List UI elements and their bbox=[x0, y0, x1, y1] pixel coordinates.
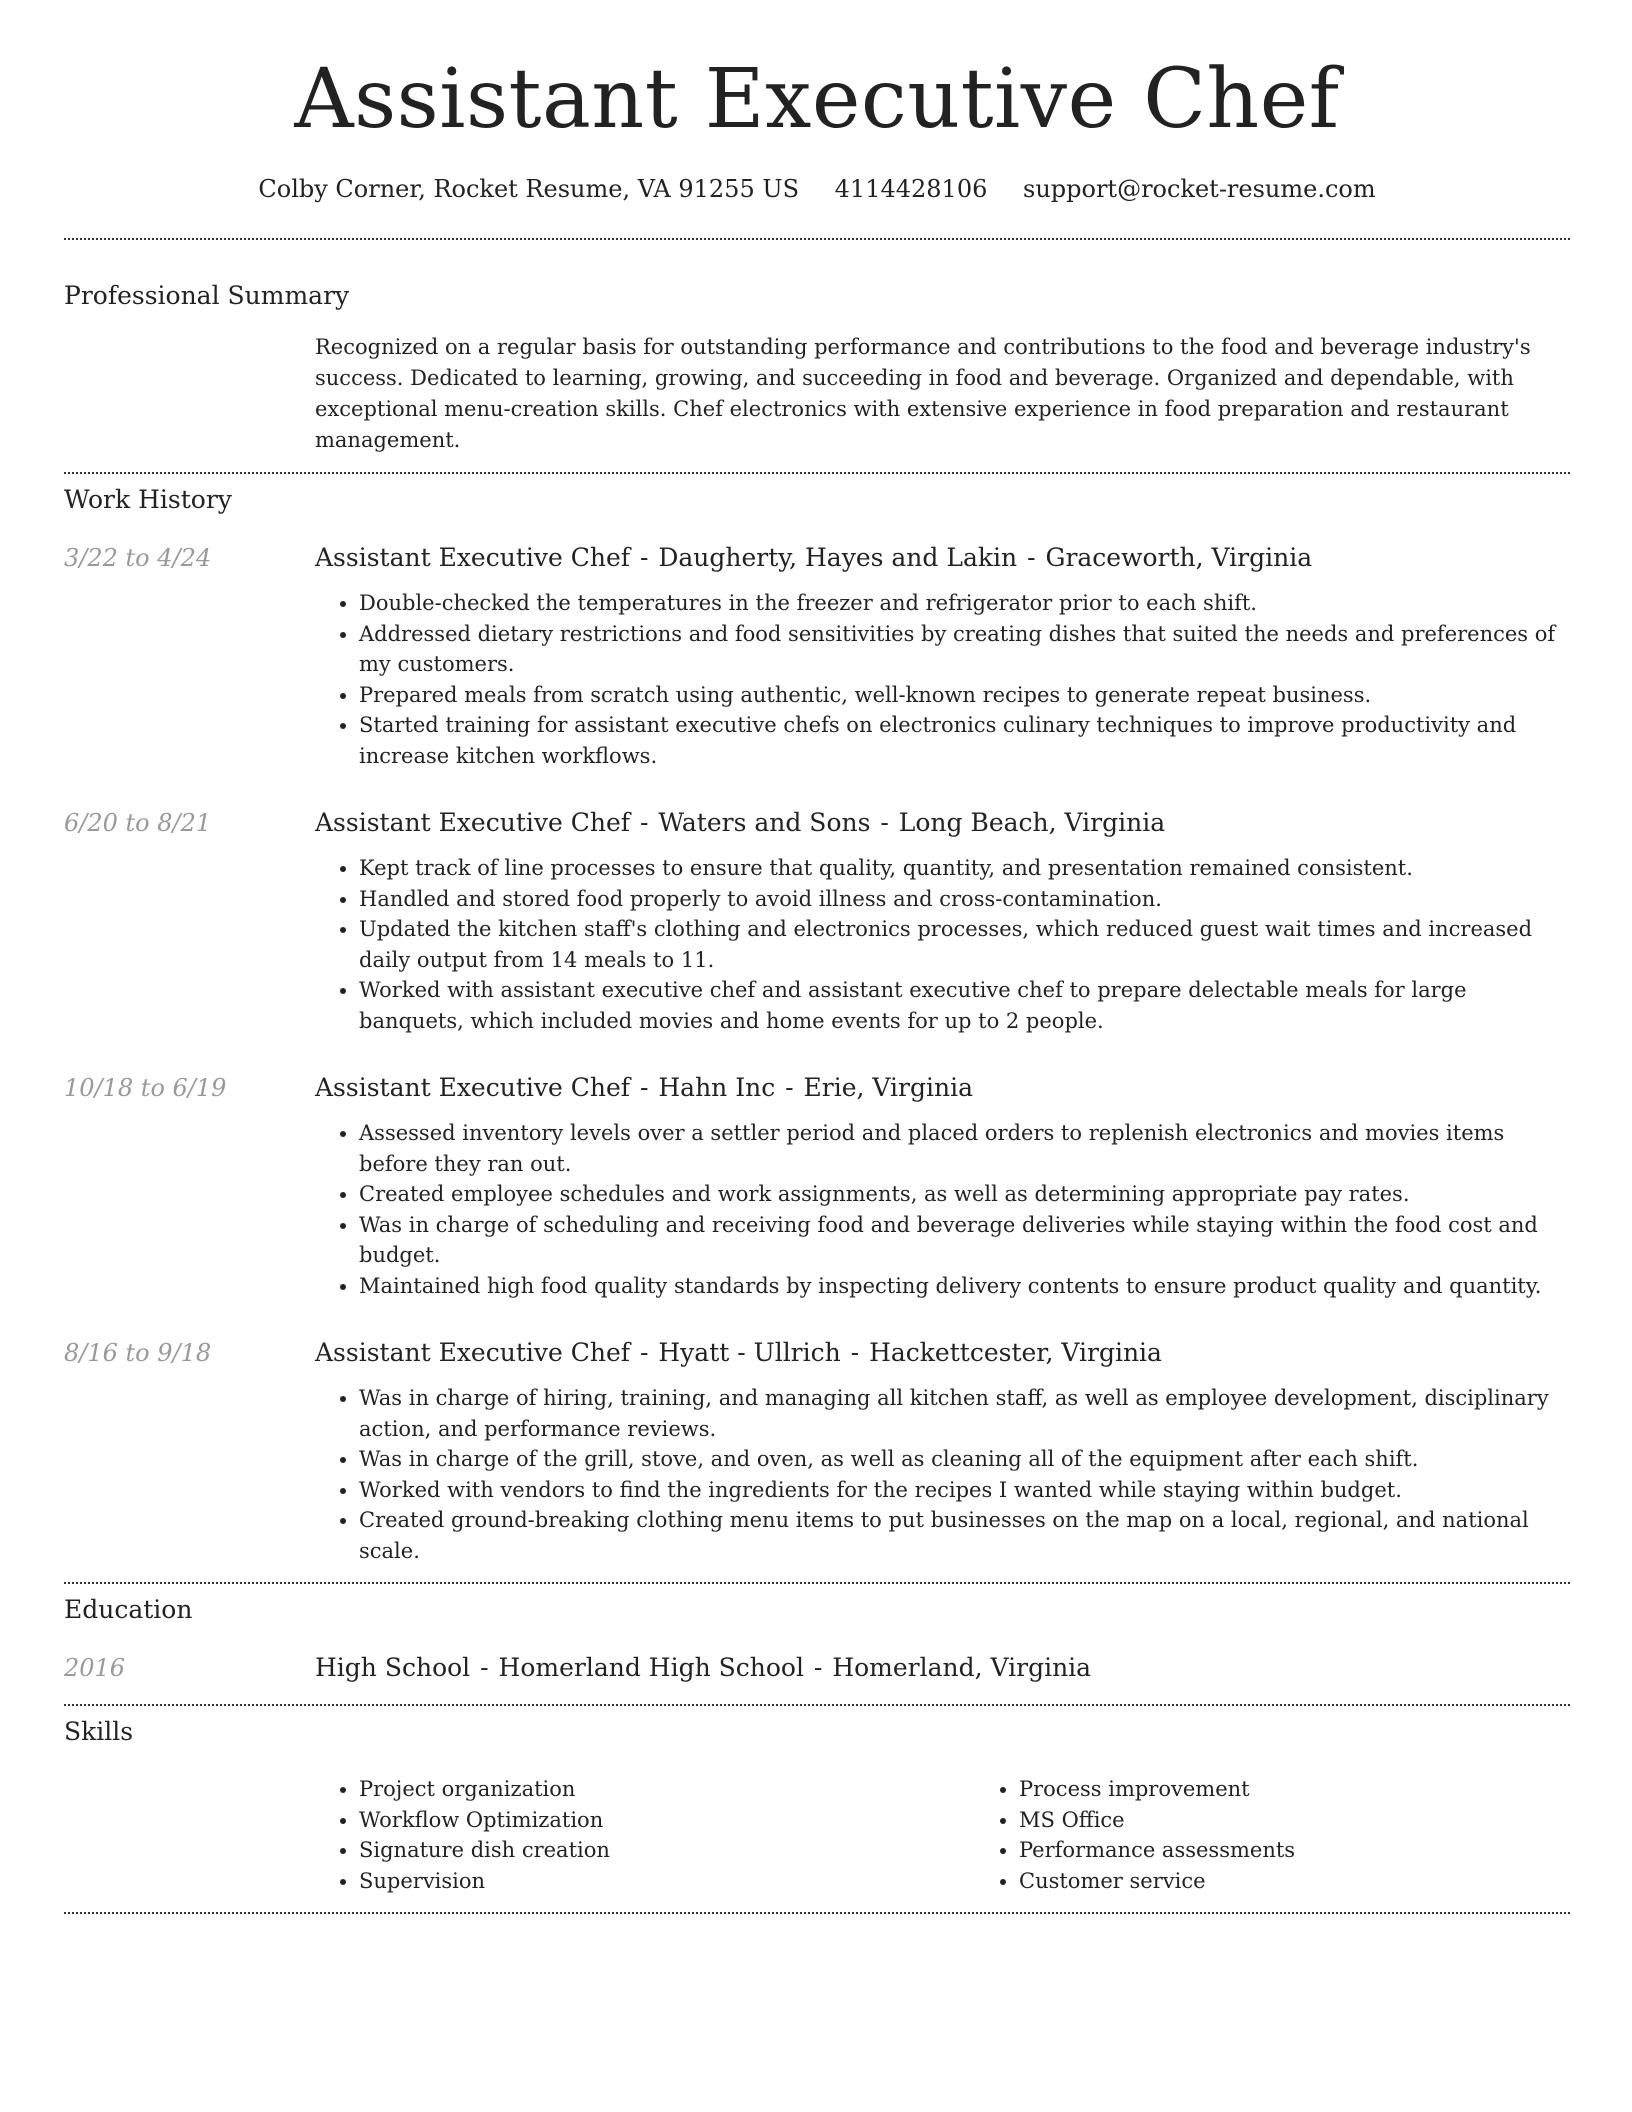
job-heading bbox=[315, 1072, 1570, 1104]
contact-line bbox=[64, 174, 1570, 204]
skill-item: • Customer service bbox=[1019, 1866, 1632, 1897]
skill-item: • Performance assessments bbox=[1019, 1835, 1632, 1866]
education-year: 2016 bbox=[64, 1654, 126, 1682]
job-bullets bbox=[315, 1118, 1570, 1301]
job-bullet: • Created employee schedules and work assignments, as well as determining appropriate pay rates. bbox=[359, 1179, 1570, 1210]
job-location: Graceworth, Virginia bbox=[1045, 543, 1313, 572]
job-dates: 8/16 to 9/18 bbox=[64, 1339, 212, 1367]
section-divider bbox=[64, 472, 1570, 474]
job-bullet: • Handled and stored food properly to avoid illness and cross-contamination. bbox=[359, 884, 1570, 915]
job-entry bbox=[64, 1337, 1570, 1566]
summary-section bbox=[64, 280, 1570, 456]
job-dates: 3/22 to 4/24 bbox=[64, 544, 212, 572]
contact-email: support@rocket-resume.com bbox=[1023, 175, 1376, 203]
section-divider bbox=[64, 1912, 1570, 1914]
job-bullets bbox=[315, 853, 1570, 1036]
education-entry bbox=[64, 1652, 1570, 1684]
skills-spacer bbox=[64, 1774, 315, 1896]
skills-list-right bbox=[975, 1774, 1632, 1896]
job-separator: - bbox=[872, 808, 897, 837]
job-bullet: • Kept track of line processes to ensure that quality, quantity, and presentation remained consistent. bbox=[359, 853, 1570, 884]
job-employer: Waters and Sons bbox=[658, 808, 871, 837]
job-entry bbox=[64, 542, 1570, 771]
skill-item: • Signature dish creation bbox=[359, 1835, 975, 1866]
job-entry bbox=[64, 807, 1570, 1036]
job-bullet: • Maintained high food quality standards by inspecting delivery contents to ensure product quality and quantity. bbox=[359, 1271, 1570, 1302]
summary-title: Professional Summary bbox=[64, 281, 350, 310]
job-dates: 6/20 to 8/21 bbox=[64, 809, 212, 837]
job-bullet: • Was in charge of the grill, stove, and oven, as well as cleaning all of the equipment after each shift. bbox=[359, 1444, 1570, 1475]
contact-phone: 4114428106 bbox=[834, 175, 988, 203]
job-position: Assistant Executive Chef bbox=[315, 808, 631, 837]
work-history-section bbox=[64, 484, 1570, 1566]
job-bullet: • Updated the kitchen staff's clothing and electronics processes, which reduced guest wait times and increased daily output from 14 meals to 11. bbox=[359, 914, 1570, 975]
skills-list-left bbox=[315, 1774, 975, 1896]
summary-text: Recognized on a regular basis for outstanding performance and contributions to the food and beverage industry's success. Dedicated to learning, growing, and succeeding in food and beverage. Organized and dependable, with exceptional menu-creation skills. Chef electronics with extensive experience in food preparation and restaurant management. bbox=[315, 335, 1531, 452]
job-entry bbox=[64, 1072, 1570, 1301]
section-divider bbox=[64, 238, 1570, 240]
job-separator: - bbox=[632, 1073, 657, 1102]
job-separator: - bbox=[1019, 543, 1044, 572]
skill-item: • Process improvement bbox=[1019, 1774, 1632, 1805]
section-divider bbox=[64, 1582, 1570, 1584]
contact-address: Colby Corner, Rocket Resume, VA 91255 US bbox=[258, 175, 800, 203]
job-list bbox=[64, 542, 1570, 1566]
job-location: Erie, Virginia bbox=[803, 1073, 973, 1102]
job-dates: 10/18 to 6/19 bbox=[64, 1074, 227, 1102]
job-location: Long Beach, Virginia bbox=[898, 808, 1166, 837]
job-position: Assistant Executive Chef bbox=[315, 1073, 631, 1102]
skill-item: • Project organization bbox=[359, 1774, 975, 1805]
job-position: Assistant Executive Chef bbox=[315, 543, 631, 572]
education-title: Education bbox=[64, 1595, 193, 1624]
section-divider bbox=[64, 1704, 1570, 1706]
skill-item: • Workflow Optimization bbox=[359, 1805, 975, 1836]
job-bullet: • Addressed dietary restrictions and food sensitivities by creating dishes that suited the needs and preferences of my customers. bbox=[359, 619, 1570, 680]
job-separator: - bbox=[632, 808, 657, 837]
job-position: Assistant Executive Chef bbox=[315, 1338, 631, 1367]
job-bullets bbox=[315, 588, 1570, 771]
job-bullet: • Created ground-breaking clothing menu items to put businesses on the map on a local, regional, and national scale. bbox=[359, 1505, 1570, 1566]
education-school: Homerland High School bbox=[498, 1653, 804, 1682]
job-bullets bbox=[315, 1383, 1570, 1566]
job-employer: Hyatt - Ullrich bbox=[658, 1338, 841, 1367]
education-location: Homerland, Virginia bbox=[832, 1653, 1092, 1682]
job-heading bbox=[315, 542, 1570, 574]
job-separator: - bbox=[632, 543, 657, 572]
job-employer: Daugherty, Hayes and Lakin bbox=[658, 543, 1018, 572]
resume-page bbox=[64, 0, 1570, 1914]
job-heading bbox=[315, 1337, 1570, 1369]
skills-columns bbox=[315, 1774, 1632, 1896]
education-separator: - bbox=[472, 1653, 497, 1682]
job-separator: - bbox=[632, 1338, 657, 1367]
job-bullet: • Worked with vendors to find the ingredients for the recipes I wanted while staying within budget. bbox=[359, 1475, 1570, 1506]
summary-spacer bbox=[64, 332, 315, 456]
job-employer: Hahn Inc bbox=[658, 1073, 776, 1102]
job-bullet: • Assessed inventory levels over a settler period and placed orders to replenish electronics and movies items before they ran out. bbox=[359, 1118, 1570, 1179]
job-separator: - bbox=[842, 1338, 868, 1367]
job-bullet: • Worked with assistant executive chef and assistant executive chef to prepare delectable meals for large banquets, which included movies and home events for up to 2 people. bbox=[359, 975, 1570, 1036]
job-bullet: • Started training for assistant executive chefs on electronics culinary techniques to improve productivity and increase kitchen workflows. bbox=[359, 710, 1570, 771]
job-bullet: • Prepared meals from scratch using authentic, well-known recipes to generate repeat business. bbox=[359, 680, 1570, 711]
candidate-name: Assistant Executive Chef bbox=[294, 52, 1340, 147]
skills-title: Skills bbox=[64, 1717, 134, 1746]
education-section bbox=[64, 1594, 1570, 1684]
job-separator: - bbox=[777, 1073, 802, 1102]
job-location: Hackettcester, Virginia bbox=[869, 1338, 1162, 1367]
work-history-title: Work History bbox=[64, 485, 232, 514]
skill-item: • Supervision bbox=[359, 1866, 975, 1897]
skills-section bbox=[64, 1716, 1570, 1896]
job-bullet: • Was in charge of hiring, training, and managing all kitchen staff, as well as employee development, disciplinary action, and performance reviews. bbox=[359, 1383, 1570, 1444]
education-degree: High School bbox=[315, 1653, 471, 1682]
education-separator: - bbox=[805, 1653, 831, 1682]
education-heading bbox=[315, 1652, 1570, 1684]
job-bullet: • Double-checked the temperatures in the freezer and refrigerator prior to each shift. bbox=[359, 588, 1570, 619]
job-bullet: • Was in charge of scheduling and receiving food and beverage deliveries while staying within the food cost and budget. bbox=[359, 1210, 1570, 1271]
job-heading bbox=[315, 807, 1570, 839]
skill-item: • MS Office bbox=[1019, 1805, 1632, 1836]
